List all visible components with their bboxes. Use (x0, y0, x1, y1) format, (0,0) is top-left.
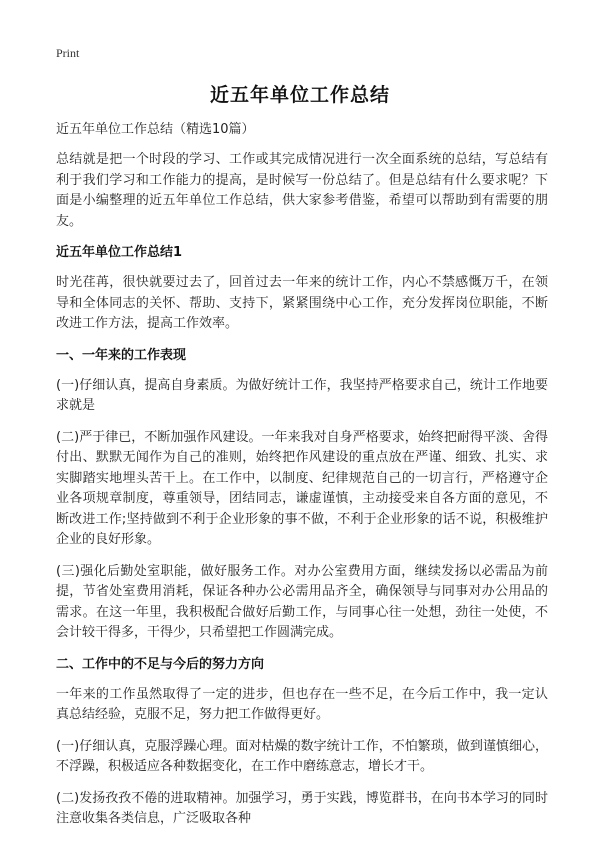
list-item-paragraph: (二)发扬孜孜不倦的进取精神。加强学习，勇于实践，博览群书，在向书本学习的同时注意收集各类信息，广泛吸取各种 (56, 790, 548, 826)
document-body (56, 120, 548, 841)
intro-paragraph: 总结就是把一个时段的学习、工作或其完成情况进行一次全面系统的总结，写总结有利于我们学习和工作能力的提高，是时候写一份总结了。但是总结有什么要求呢？下面是小编整理的近五年单位工作总结，供大家参考借鉴，希望可以帮助到有需要的朋友。 (56, 152, 548, 229)
part-intro-paragraph: 一年来的工作虽然取得了一定的进步，但也存在一些不足，在今后工作中，我一定认真总结经验，克服不足，努力把工作做得更好。 (56, 686, 548, 722)
list-item-paragraph: (一)仔细认真，克服浮躁心理。面对枯燥的数字统计工作，不怕繁琐，做到谨慎细心，不浮躁，积极适应各种数据变化，在工作中磨练意志，增长才干。 (56, 738, 548, 774)
document-subtitle: 近五年单位工作总结（精选10篇） (56, 122, 255, 137)
section-heading: 近五年单位工作总结1 (56, 245, 183, 260)
list-item-paragraph: (一)仔细认真，提高自身素质。为做好统计工作，我坚持严格要求自己，统计工作地要求就是 (56, 377, 548, 413)
section-paragraph: 时光荏苒，很快就要过去了，回首过去一年来的统计工作，内心不禁感慨万千，在领导和全体同志的关怀、帮助、支持下，紧紧围绕中心工作，充分发挥岗位职能，不断改进工作方法，提高工作效率。 (56, 275, 548, 331)
page-title: 近五年单位工作总结 (209, 84, 390, 106)
list-item-paragraph: (三)强化后勤处室职能，做好服务工作。对办公室费用方面，继续发扬以必需品为前提，节省处室费用消耗，保证各种办公必需用品齐全，确保领导与同事对办公用品的需求。在这一年里，我积极配合做好后勤工作，与同事心往一处想，劲往一处使，不会计较干得多，干得少，只希望把工作圆满完成。 (56, 563, 548, 640)
part-heading: 二、工作中的不足与今后的努力方向 (56, 656, 265, 672)
print-link[interactable]: Print (56, 46, 80, 60)
list-item-paragraph: (二)严于律已，不断加强作风建设。一年来我对自身严格要求，始终把耐得平淡、舍得付出、默默无闻作为自己的准则，始终把作风建设的重点放在严谨、细致、扎实、求实脚踏实地埋头苦干上。在工作中，以制度、纪律规范自己的一切言行，严格遵守企业各项规章制度，尊重领导，团结同志，谦虚谨慎，主动接受来自各方面的意见，不断改进工作;坚持做到不利于企业形象的事不做，不利于企业形象的话不说，积极维护企业的良好形象。 (56, 429, 548, 547)
part-heading: 一、一年来的工作表现 (56, 347, 187, 363)
